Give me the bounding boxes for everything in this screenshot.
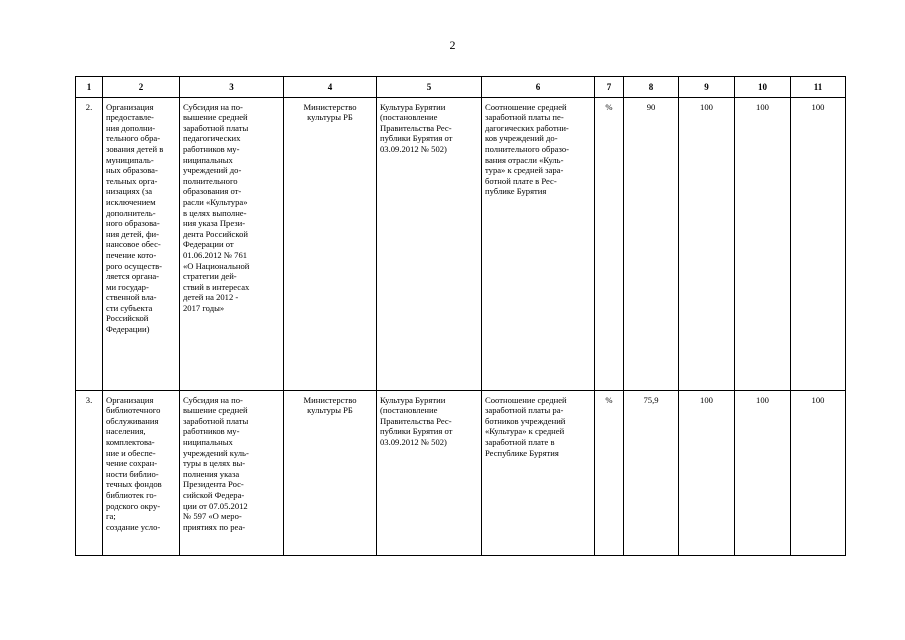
cell-text-line: Субсидия на по- [183, 101, 243, 112]
program-cell [377, 390, 482, 555]
cell-text-line: учреждений куль- [183, 447, 249, 458]
cell-text-line: ния детей, фи- [106, 228, 159, 239]
cell-text-line: дагогических работни- [485, 122, 569, 133]
cell-text-line: образования от- [183, 186, 242, 197]
cell-text-line: ниципальных [183, 154, 233, 165]
cell-text-line: обслуживания [106, 415, 159, 426]
cell-text-line: Министерство [303, 101, 357, 112]
column-header-10: 10 [735, 77, 791, 98]
header-row [76, 77, 846, 98]
column-header-5: 5 [377, 77, 482, 98]
cell-text-line: Министерство [303, 394, 357, 405]
cell-text-line: Организация [106, 394, 154, 405]
column-header-4: 4 [284, 77, 377, 98]
cell-text-line: (постановление [380, 112, 438, 123]
cell-text-line: Федерации) [106, 324, 150, 335]
cell-text-line: заработной платы пе- [485, 112, 564, 123]
ministry-cell [284, 97, 377, 390]
row-number: 2. [76, 97, 103, 390]
cell-text-line: тельного обра- [106, 133, 161, 144]
cell-text-line: расли «Культура» [183, 196, 248, 207]
cell-text-line: 01.06.2012 № 761 [183, 249, 248, 260]
cell-text-line: ния указа Прези- [183, 218, 246, 229]
cell-text-line: заработной платы ра- [485, 405, 564, 416]
cell-text-line: (постановление [380, 405, 438, 416]
row-number: 3. [76, 390, 103, 555]
cell-text-line: ботной плате в Рес- [485, 175, 557, 186]
cell-text-line: работников му- [183, 143, 240, 154]
ministry-cell [284, 390, 377, 555]
cell-text-line: предоставле- [106, 112, 154, 123]
data-table [75, 76, 846, 556]
column-header-3: 3 [180, 77, 284, 98]
cell-text-line: публики Бурятия от [380, 133, 453, 144]
cell-text-line: в целях выполне- [183, 207, 247, 218]
cell-text-line: педагогических [183, 133, 241, 144]
page-number: 2 [449, 38, 456, 52]
cell-text-line: туры в целях вы- [183, 458, 246, 469]
cell-text-line: заработной плате в [485, 436, 555, 447]
cell-text-line: ных образова- [106, 165, 158, 176]
unit-cell: % [595, 97, 624, 390]
cell-text-line: библиотечного [106, 405, 161, 416]
cell-text-line: нансовое обес- [106, 239, 161, 250]
cell-text-line: культуры РБ [307, 112, 353, 123]
cell-text-line: Федерации от [183, 239, 234, 250]
cell-text-line: рого осуществ- [106, 260, 162, 271]
cell-text-line: публике Бурятия [485, 186, 547, 197]
cell-text-line: приятиях по реа- [183, 521, 246, 532]
cell-text-line: заработной платы [183, 415, 249, 426]
value-cell-9: 100 [679, 97, 735, 390]
cell-text-line: ствий в интересах [183, 281, 250, 292]
subsidy-cell [180, 390, 284, 555]
subsidy-cell [180, 97, 284, 390]
activity-cell [103, 97, 180, 390]
cell-text-line: тура» к средней зара- [485, 165, 564, 176]
cell-text-line: родского окру- [106, 500, 161, 511]
cell-text-line: ного образова- [106, 218, 160, 229]
cell-text-line: ниципальных [183, 436, 233, 447]
value-cell-11: 100 [791, 390, 846, 555]
cell-text-line: населения, [106, 426, 146, 437]
column-header-2: 2 [103, 77, 180, 98]
cell-text-line: детей на 2012 - [183, 292, 239, 303]
cell-text-line: Субсидия на по- [183, 394, 243, 405]
cell-text-line: вышение средней [183, 405, 248, 416]
column-header-8: 8 [624, 77, 679, 98]
cell-text-line: «О Национальной [183, 260, 250, 271]
cell-text-line: низациях (за [106, 186, 153, 197]
cell-text-line: стратегии дей- [183, 271, 237, 282]
cell-text-line: 2017 годы» [183, 302, 225, 313]
value-cell-11: 100 [791, 97, 846, 390]
cell-text-line: ботников учреждений [485, 415, 566, 426]
activity-cell [103, 390, 180, 555]
cell-text-line: комплектова- [106, 436, 155, 447]
cell-text-line: ние и обеспе- [106, 447, 156, 458]
cell-text-line: заработной платы [183, 122, 249, 133]
cell-text-line: исключением [106, 196, 156, 207]
cell-text-line: вания отрасли «Куль- [485, 154, 564, 165]
cell-text-line: работников му- [183, 426, 240, 437]
column-header-1: 1 [76, 77, 103, 98]
table-row [76, 97, 846, 390]
cell-text-line: Правительства Рес- [380, 415, 452, 426]
unit-cell: % [595, 390, 624, 555]
cell-text-line: дополнитель- [106, 207, 156, 218]
cell-text-line: Культура Бурятии [380, 394, 446, 405]
cell-text-line: «Культура» к средней [485, 426, 565, 437]
cell-text-line: ния дополни- [106, 122, 156, 133]
cell-text-line: Российской [106, 313, 149, 324]
cell-text-line: Соотношение средней [485, 101, 567, 112]
cell-text-line: печение кото- [106, 249, 157, 260]
cell-text-line: тельных орга- [106, 175, 158, 186]
cell-text-line: полнительного [183, 175, 238, 186]
cell-text-line: № 597 «О меро- [183, 511, 242, 522]
cell-text-line: Республике Бурятия [485, 447, 559, 458]
cell-text-line: полнения указа [183, 468, 240, 479]
cell-text-line: ции от 07.05.2012 [183, 500, 248, 511]
cell-text-line: зования детей в [106, 143, 164, 154]
value-cell-10: 100 [735, 97, 791, 390]
value-cell-9: 100 [679, 390, 735, 555]
column-header-6: 6 [482, 77, 595, 98]
cell-text-line: Культура Бурятии [380, 101, 446, 112]
cell-text-line: учреждений до- [183, 165, 242, 176]
cell-text-line: Организация [106, 101, 154, 112]
cell-text-line: чение сохран- [106, 458, 158, 469]
cell-text-line: ности библио- [106, 468, 159, 479]
cell-text-line: Президента Рос- [183, 479, 244, 490]
cell-text-line: культуры РБ [307, 405, 353, 416]
cell-text-line: полнительного образо- [485, 143, 569, 154]
cell-text-line: ков учреждений до- [485, 133, 558, 144]
cell-text-line: 03.09.2012 № 502) [380, 436, 447, 447]
cell-text-line: 03.09.2012 № 502) [380, 143, 447, 154]
cell-text-line: течных фондов [106, 479, 162, 490]
cell-text-line: ственной вла- [106, 292, 157, 303]
cell-text-line: публики Бурятия от [380, 426, 453, 437]
cell-text-line: муниципаль- [106, 154, 154, 165]
column-header-7: 7 [595, 77, 624, 98]
value-cell-10: 100 [735, 390, 791, 555]
cell-text-line: Правительства Рес- [380, 122, 452, 133]
column-header-9: 9 [679, 77, 735, 98]
table-row [76, 390, 846, 555]
cell-text-line: библиотек го- [106, 489, 157, 500]
cell-text-line: вышение средней [183, 112, 248, 123]
indicator-cell [482, 390, 595, 555]
column-header-11: 11 [791, 77, 846, 98]
cell-text-line: сти субъекта [106, 302, 153, 313]
cell-text-line: ляется органа- [106, 271, 160, 282]
cell-text-line: га; [106, 511, 116, 522]
value-cell-8: 75,9 [624, 390, 679, 555]
cell-text-line: сийской Федера- [183, 489, 245, 500]
cell-text-line: дента Российской [183, 228, 248, 239]
cell-text-line: создание усло- [106, 521, 161, 532]
cell-text-line: Соотношение средней [485, 394, 567, 405]
cell-text-line: ми государ- [106, 281, 149, 292]
indicator-cell [482, 97, 595, 390]
program-cell [377, 97, 482, 390]
value-cell-8: 90 [624, 97, 679, 390]
